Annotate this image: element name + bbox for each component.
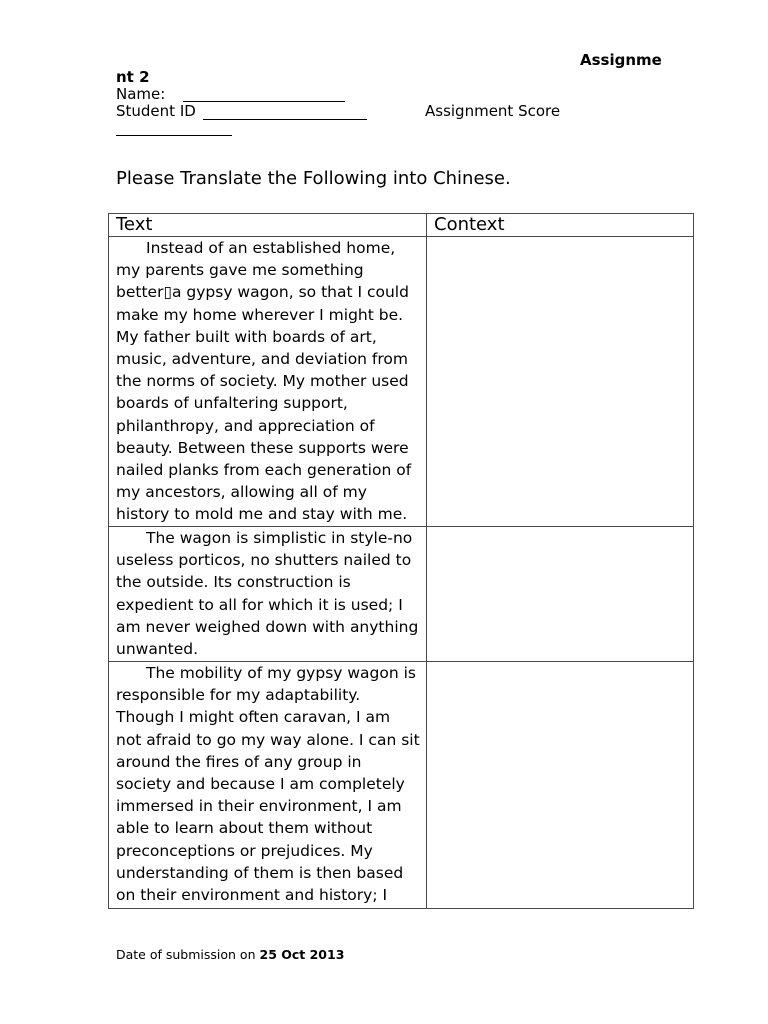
text-line: the outside. Its construction is: [116, 573, 351, 592]
text-line: immersed in their environment, I am: [116, 797, 402, 816]
text-line: Though I might often caravan, I am: [116, 708, 391, 727]
submission-date: 25 Oct 2013: [259, 947, 345, 962]
text-line: nailed planks from each generation of: [116, 461, 412, 480]
text-line: on their environment and history; I: [116, 886, 388, 905]
text-line: The mobility of my gypsy wagon is: [146, 664, 416, 682]
assignment-title-part2: nt 2: [116, 68, 150, 86]
text-line: better▯a gypsy wagon, so that I could: [116, 283, 409, 302]
text-line: useless porticos, no shutters nailed to: [116, 551, 412, 570]
text-line: beauty. Between these supports were: [116, 438, 409, 457]
text-line: society and because I am completely: [116, 775, 405, 794]
text-line: around the fires of any group in: [116, 752, 362, 771]
column-header-context: Context: [434, 214, 505, 235]
text-line: boards of unfaltering support,: [116, 394, 348, 413]
translation-table: [108, 213, 694, 909]
submission-date-line: [116, 947, 344, 963]
table-row-2-context: [427, 527, 693, 662]
assignment-title-part1: Assignme: [580, 51, 662, 69]
text-line: not afraid to go my way alone. I can sit: [116, 730, 420, 749]
text-line: music, adventure, and deviation from: [116, 350, 409, 369]
submission-date-prefix: Date of submission on: [116, 947, 256, 962]
table-row-2-text: [109, 527, 427, 662]
column-header-text: Text: [116, 214, 153, 235]
table-row-1-text: [109, 237, 427, 527]
assignment-score-field-line: [116, 135, 232, 136]
text-line: responsible for my adaptability.: [116, 686, 361, 705]
assignment-score-label: Assignment Score: [425, 102, 561, 120]
table-row-3-context: [427, 662, 693, 908]
text-line: expedient to all for which it is used; I: [116, 595, 403, 614]
text-line: philanthropy, and appreciation of: [116, 416, 375, 435]
name-field-line: [183, 101, 345, 102]
text-line: the norms of society. My mother used: [116, 372, 409, 391]
table-row-1-context: [427, 237, 693, 527]
text-line: Instead of an established home,: [146, 239, 396, 257]
table-row-3-text: [109, 662, 427, 908]
text-line: unwanted.: [116, 640, 199, 659]
text-line: make my home wherever I might be.: [116, 305, 404, 324]
student-id-field-line: [203, 119, 367, 120]
text-line: am never weighed down with anything: [116, 617, 419, 636]
student-id-label: Student ID: [116, 102, 196, 120]
text-line: history to mold me and stay with me.: [116, 505, 408, 524]
text-line: able to learn about them without: [116, 819, 373, 838]
instruction-heading: Please Translate the Following into Chinese.: [116, 168, 511, 189]
table-header-text: [109, 214, 427, 237]
name-label: Name:: [116, 85, 166, 103]
text-line: My father built with boards of art,: [116, 327, 377, 346]
text-line: my parents gave me something: [116, 261, 364, 280]
text-line: The wagon is simplistic in style-no: [146, 529, 413, 547]
text-line: my ancestors, allowing all of my: [116, 483, 367, 502]
text-line: preconceptions or prejudices. My: [116, 841, 373, 860]
table-header-context: [427, 214, 693, 237]
text-line: understanding of them is then based: [116, 863, 404, 882]
